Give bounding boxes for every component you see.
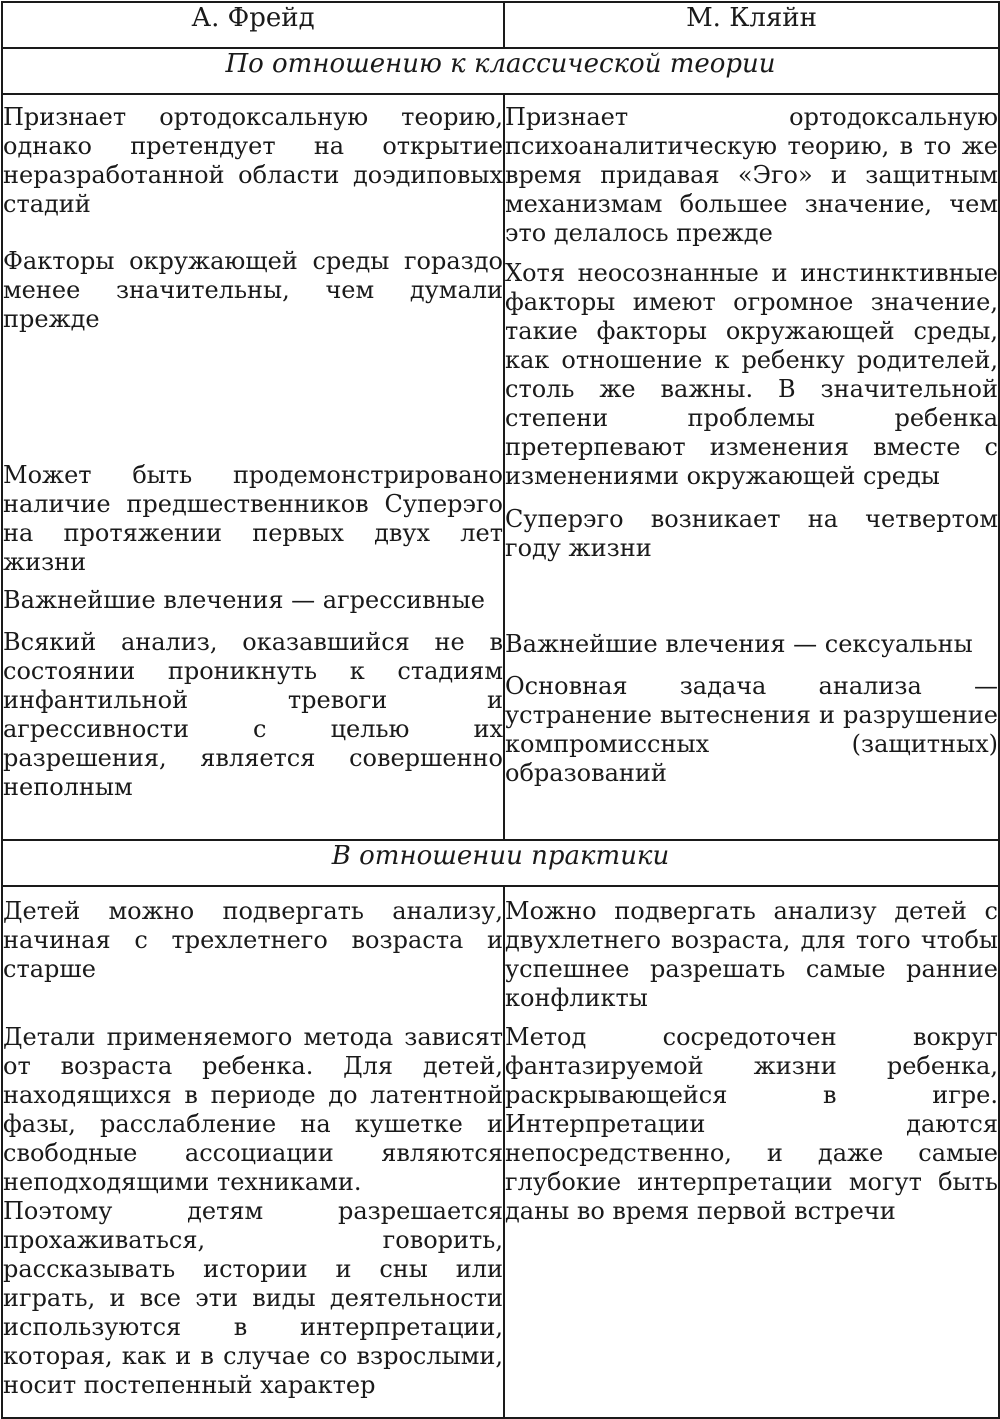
theory-right-paragraph: Основная задача анализа — устранение вытеснения и разрушение компромиссных (защитных) образований — [505, 672, 998, 787]
theory-left-paragraph: Факторы окружающей среды гораздо менее значительны, чем думали прежде — [3, 247, 503, 333]
header-right: М. Кляйн — [504, 2, 999, 48]
theory-left-paragraph: Всякий анализ, оказавшийся не в состоянии проникнуть к стадиям инфантильной тревоги и агрессивности с целью их разрешения, является совершенно неполным — [3, 628, 503, 801]
header-left: А. Фрейд — [2, 2, 504, 48]
content-row-theory — [2, 94, 999, 840]
practice-right-cell — [504, 886, 999, 1418]
theory-left-paragraph: Признает ортодоксальную теорию, однако претендует на открытие неразработанной области доэдиповых стадий — [3, 103, 503, 218]
practice-right-paragraph: Метод сосредоточен вокруг фантазируемой жизни ребенка, раскрывающейся в игре. Интерпретации даются непосредственно, и даже самые глубокие интерпретации могут быть даны во время первой встречи — [505, 1023, 998, 1225]
theory-left-paragraph: Может быть продемонстрировано наличие предшественников Суперэго на протяжении первых двух лет жизни — [3, 461, 503, 576]
section-row-practice — [2, 840, 999, 886]
practice-left-paragraph: Детей можно подвергать анализу, начиная с трехлетнего возраста и старше — [3, 897, 503, 983]
practice-left-paragraph: Поэтому детям разрешается прохаживаться, говорить, рассказывать истории и сны или играть, и все эти виды деятельности используются в интерпретации, которая, как и в случае со взрослыми, носит постепенный характер — [3, 1197, 503, 1399]
section-title-theory: По отношению к классической теории — [2, 48, 999, 94]
theory-right-cell — [504, 94, 999, 840]
header-row — [2, 2, 999, 48]
practice-left-paragraph: Детали применяемого метода зависят от возраста ребенка. Для детей, находящихся в периоде до латентной фазы, расслабление на кушетке и свободные ассоциации являются неподходящими техниками. — [3, 1023, 503, 1196]
theory-left-paragraph: Важнейшие влечения — агрессивные — [3, 586, 485, 614]
section-title-practice: В отношении практики — [2, 840, 999, 886]
practice-left-cell — [2, 886, 504, 1418]
theory-right-paragraph: Признает ортодоксальную психоаналитическую теорию, в то же время придавая «Эго» и защитным механизмам большее значение, чем это делалось прежде — [505, 103, 998, 247]
content-row-practice — [2, 886, 999, 1418]
theory-right-paragraph: Суперэго возникает на четвертом году жизни — [505, 505, 998, 562]
theory-left-cell — [2, 94, 504, 840]
comparison-table — [1, 1, 1000, 1419]
theory-right-paragraph: Важнейшие влечения — сексуальны — [505, 630, 973, 658]
theory-right-paragraph: Хотя неосознанные и инстинктивные факторы имеют огромное значение, такие факторы окружающей среды, как отношение к ребенку родителей, столь же важны. В значительной степени проблемы ребенка претерпевают изменения вместе с изменениями окружающей среды — [505, 259, 998, 490]
practice-right-paragraph: Можно подвергать анализу детей с двухлетнего возраста, для того чтобы успешнее разрешать самые ранние конфликты — [505, 897, 998, 1012]
section-row-theory — [2, 48, 999, 94]
